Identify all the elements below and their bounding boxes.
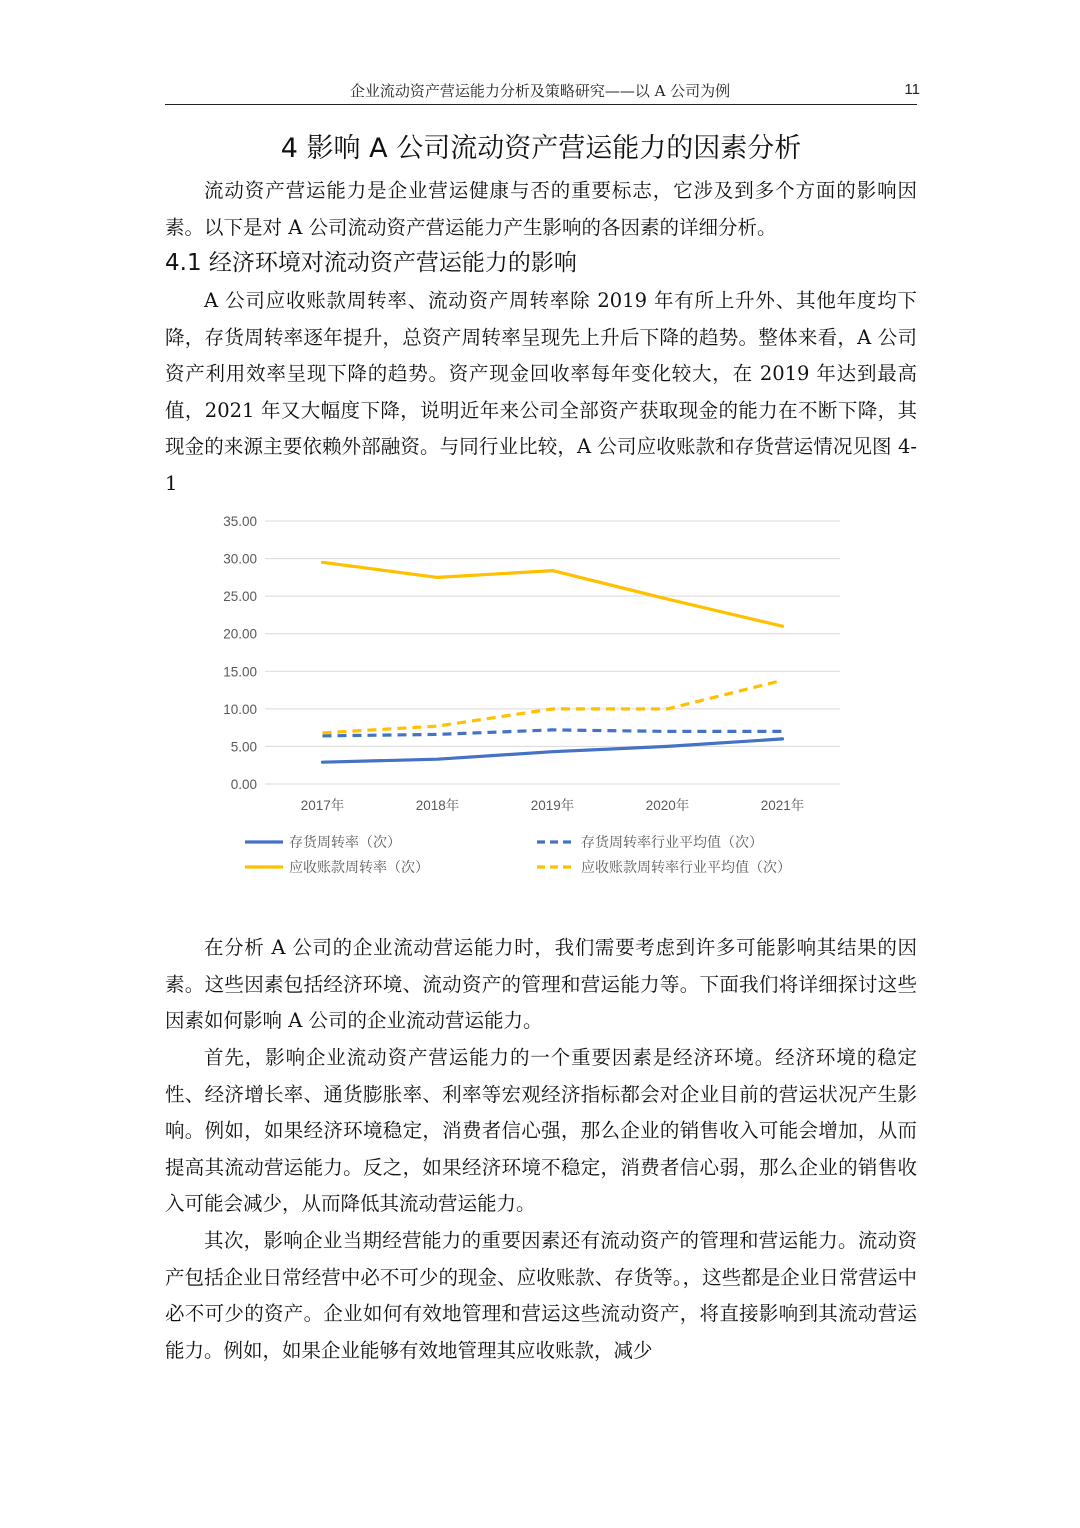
y-tick-label: 15.00: [223, 664, 257, 680]
paragraph-factors: 在分析 A 公司的企业流动营运能力时，我们需要考虑到许多可能影响其结果的因素。这些因素包括经济环境、流动资产的管理和营运能力等。下面我们将详细探讨这些因素如何影响 A 公司的企业流动营运能力。: [165, 936, 917, 1032]
series-line-1: [323, 730, 783, 736]
y-tick-label: 25.00: [223, 589, 257, 605]
x-tick-label: 2018年: [415, 798, 460, 813]
x-tick-label: 2020年: [645, 798, 690, 813]
running-header-title: 企业流动资产营运能力分析及策略研究——以 A 公司为例: [349, 82, 731, 100]
y-tick-label: 35.00: [223, 514, 257, 529]
paragraph-asset-management: 其次，影响企业当期经营能力的重要因素还有流动资产的管理和营运能力。流动资产包括企业日常经营中必不可少的现金、应收账款、存货等。，这些都是企业日常营运中必不可少的资产。企业如何有效地管理和营运这些流动资产，将直接影响到其流动营运能力。例如，如果企业能够有效地管理其应收账款，减少: [165, 1229, 917, 1362]
figure-4-1-chart: [195, 505, 855, 900]
x-tick-label: 2017年: [300, 798, 345, 813]
legend-label-3: 应收账款周转率行业平均值（次）: [581, 860, 791, 876]
y-tick-label: 5.00: [230, 739, 257, 755]
paragraph-analysis: A 公司应收账款周转率、流动资产周转率除 2019 年有所上升外、其他年度均下降，存货周转率逐年提升，总资产周转率呈现先上升后下降的趋势。整体来看，A 公司资产利用效率呈现下降的趋势。资产现金回收率每年变化较大，在 2019 年达到最高值，2021 年又大幅度下降，说明近年来公司全部资产获取现金的能力在不断下降，其现金的来源主要依赖外部融资。与同行业比较，A 公司应收账款和存货营运情况见图 4-1: [165, 289, 917, 495]
series-line-0: [323, 739, 783, 762]
legend-label-0: 存货周转率（次）: [289, 835, 401, 851]
header-rule: [165, 104, 917, 105]
legend-label-1: 存货周转率行业平均值（次）: [581, 835, 763, 851]
x-tick-label: 2019年: [530, 798, 575, 813]
legend-label-2: 应收账款周转率（次）: [289, 860, 429, 876]
y-tick-label: 10.00: [223, 701, 257, 717]
series-line-3: [323, 680, 783, 733]
y-tick-label: 20.00: [223, 626, 257, 642]
y-tick-label: 30.00: [223, 551, 257, 567]
chapter-title: 4 影响 A 公司流动资产营运能力的因素分析: [280, 133, 802, 164]
page-number: 11: [904, 81, 920, 98]
section-title: 4.1 经济环境对流动资产营运能力的影响: [165, 250, 577, 276]
paragraph-intro: 流动资产营运能力是企业营运健康与否的重要标志，它涉及到多个方面的影响因素。以下是对 A 公司流动资产营运能力产生影响的各因素的详细分析。: [165, 179, 917, 239]
line-chart: [195, 505, 855, 900]
paragraph-economic-environment: 首先，影响企业流动资产营运能力的一个重要因素是经济环境。经济环境的稳定性、经济增长率、通货膨胀率、利率等宏观经济指标都会对企业目前的营运状况产生影响。例如，如果经济环境稳定，消费者信心强，那么企业的销售收入可能会增加，从而提高其流动营运能力。反之，如果经济环境不稳定，消费者信心弱，那么企业的销售收入可能会减少，从而降低其流动营运能力。: [165, 1046, 917, 1215]
y-tick-label: 0.00: [230, 777, 257, 792]
series-line-2: [323, 562, 783, 626]
x-tick-label: 2021年: [760, 798, 805, 813]
